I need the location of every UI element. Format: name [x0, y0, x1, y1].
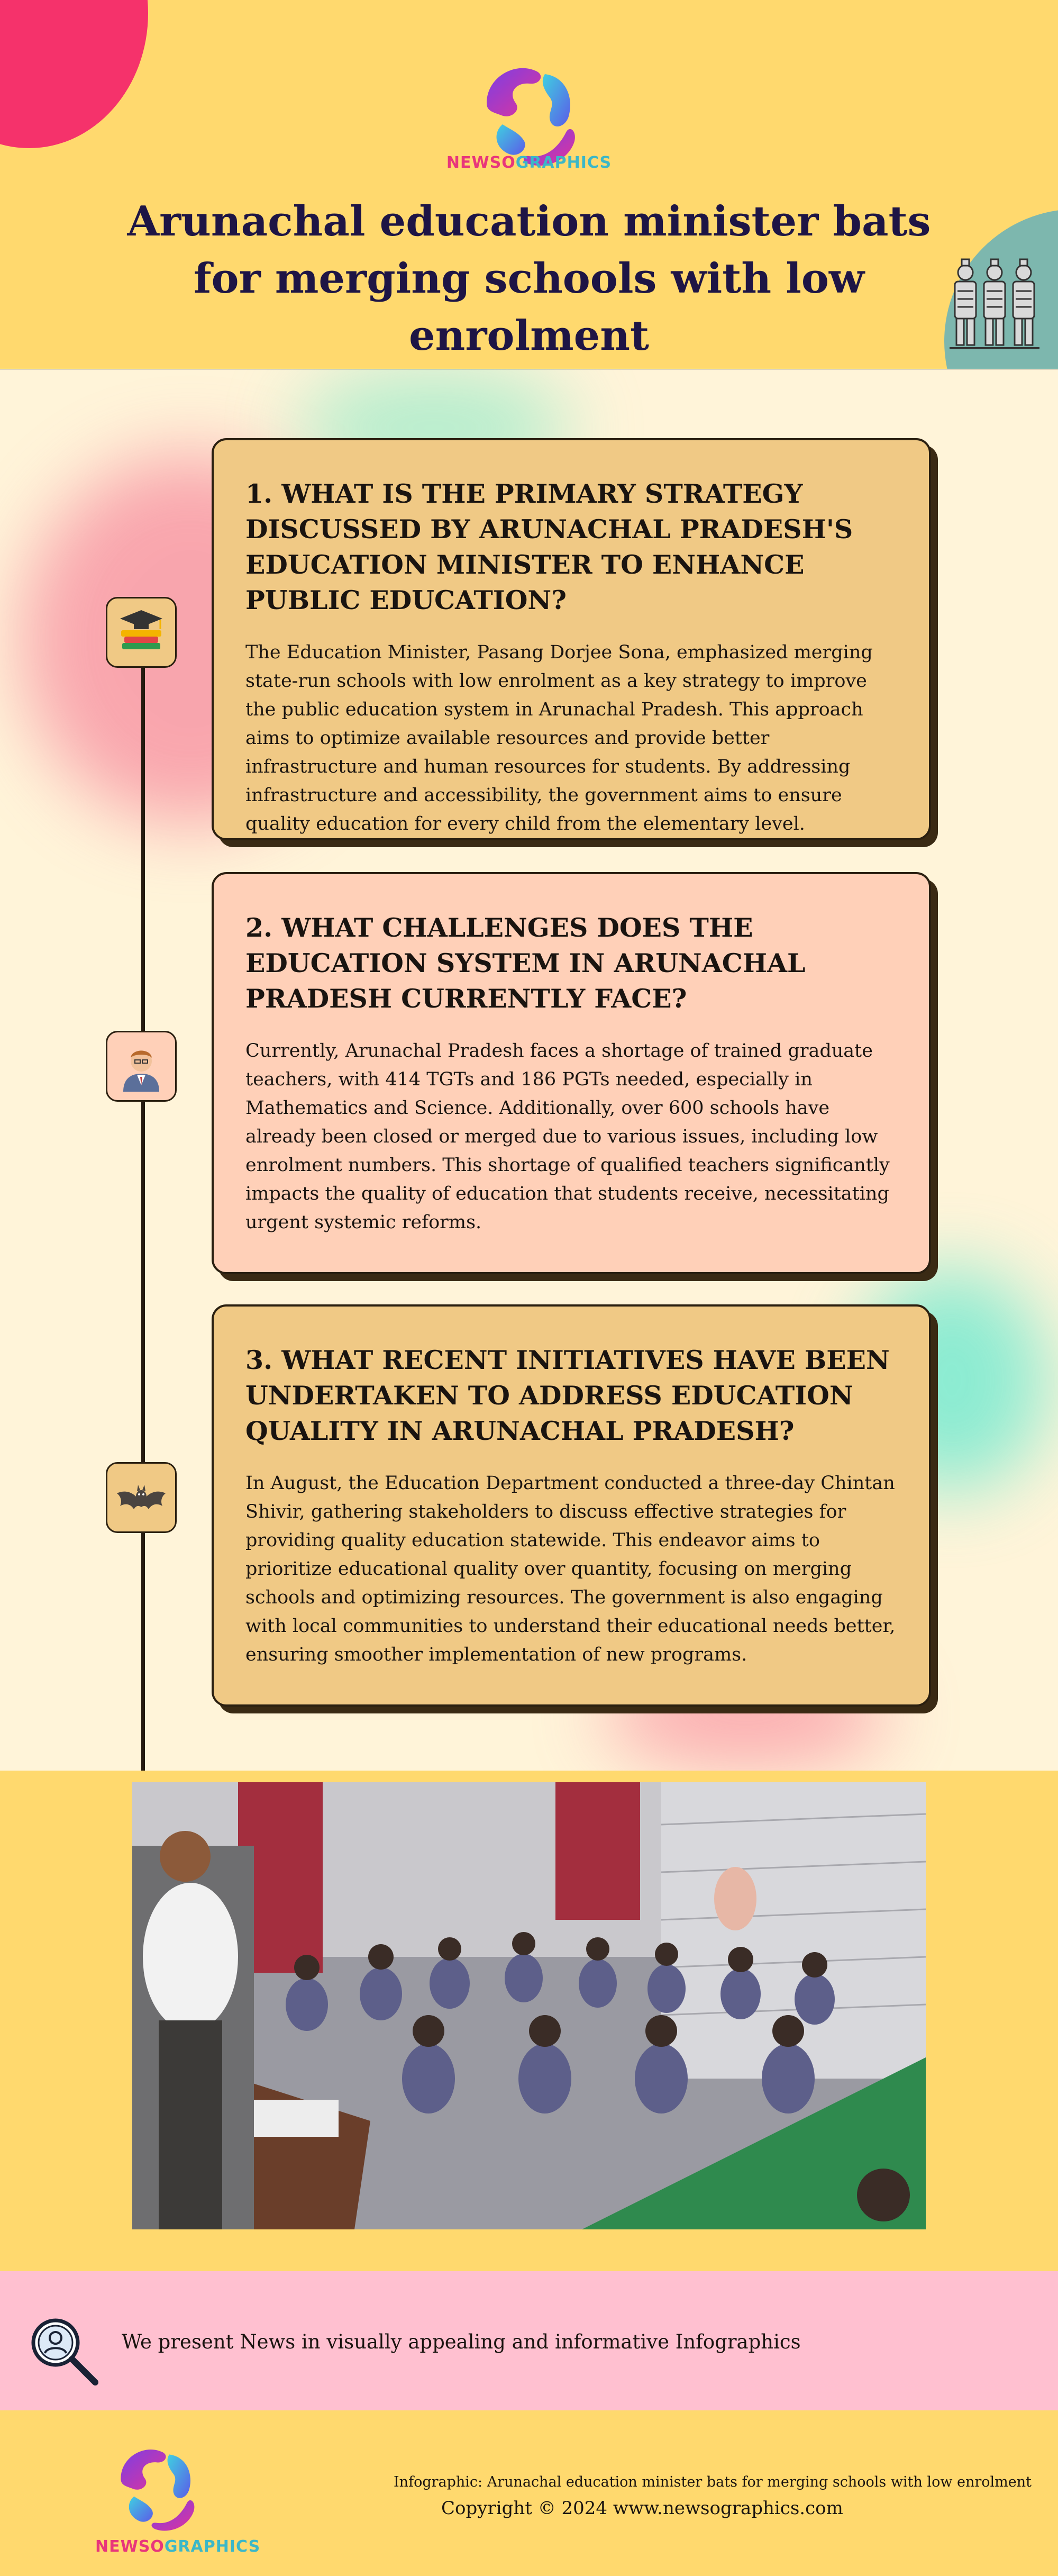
timeline-node	[106, 597, 177, 668]
bat-icon	[107, 1464, 175, 1531]
qa-card	[212, 438, 931, 840]
qa-heading: 2. WHAT CHALLENGES DOES THE EDUCATION SYSTEM IN ARUNACHAL PRADESH CURRENTLY FACE?	[245, 912, 806, 1014]
timeline-node	[106, 1031, 177, 1102]
footer-copyright: Copyright © 2024 www.newsographics.com	[441, 2498, 843, 2519]
classroom-photo	[132, 1782, 926, 2229]
tagline-band	[0, 2271, 1058, 2410]
qa-body: Currently, Arunachal Pradesh faces a shortage of trained graduate teachers, with 414 TGTs and 186 PGTs needed, especially in Mathematics and Science. Additionally, over 600 schools have already been closed or merged due to various issues, including low enrolment numbers. This shortage of qualified teachers significantly impacts the quality of education that students receive, necessitating urgent systemic reforms.	[245, 1040, 890, 1233]
timeline-line	[141, 623, 145, 1771]
qa-heading: 1. WHAT IS THE PRIMARY STRATEGY DISCUSSED BY ARUNACHAL PRADESH'S EDUCATION MINISTER TO ENHANCE PUBLIC EDUCATION?	[245, 478, 853, 615]
qa-body: In August, the Education Department conducted a three-day Chintan Shivir, gathering stakeholders to discuss effective strategies for providing quality education statewide. This endeavor aims to prioritize educational quality over quantity, focusing on merging schools and optimizing resources. The government is also engaging with local communities to understand their educational needs better, ensuring smoother implementation of new programs.	[245, 1473, 896, 1665]
content-panel	[0, 369, 1058, 1771]
qa-card	[212, 1304, 931, 1707]
page-title: Arunachal education minister bats for merging schools with low enrolment	[127, 197, 931, 360]
newsographics-logo-icon	[103, 2437, 209, 2543]
tagline-text: We present News in visually appealing and informative Infographics	[122, 2330, 801, 2353]
teacher-icon	[107, 1032, 175, 1100]
decorative-blob	[0, 0, 148, 148]
terracotta-soldiers-icon	[947, 254, 1042, 355]
header	[0, 0, 1058, 369]
graduation-books-icon	[107, 598, 175, 666]
photo-section	[0, 1771, 1058, 2271]
qa-heading: 3. WHAT RECENT INITIATIVES HAVE BEEN UNDERTAKEN TO ADDRESS EDUCATION QUALITY IN ARUNACHAL PRADESH?	[245, 1345, 890, 1446]
timeline-node	[106, 1462, 177, 1533]
brand-wordmark: NEWSOGRAPHICS	[95, 2537, 261, 2556]
brand-wordmark: NEWSOGRAPHICS	[446, 153, 612, 172]
qa-body: The Education Minister, Pasang Dorjee Sona, emphasized merging state-run schools with low enrolment as a key strategy to improve the public education system in Arunachal Pradesh. This approach aims to optimize available resources and provide better infrastructure and human resources for students. By addressing infrastructure and accessibility, the government aims to ensure quality education for every child from the elementary level.	[245, 642, 873, 835]
qa-card	[212, 872, 931, 1274]
magnifier-user-icon	[26, 2314, 101, 2388]
footer	[0, 2410, 1058, 2576]
footer-caption: Infographic: Arunachal education minister bats for merging schools with low enrolment	[394, 2474, 1032, 2490]
